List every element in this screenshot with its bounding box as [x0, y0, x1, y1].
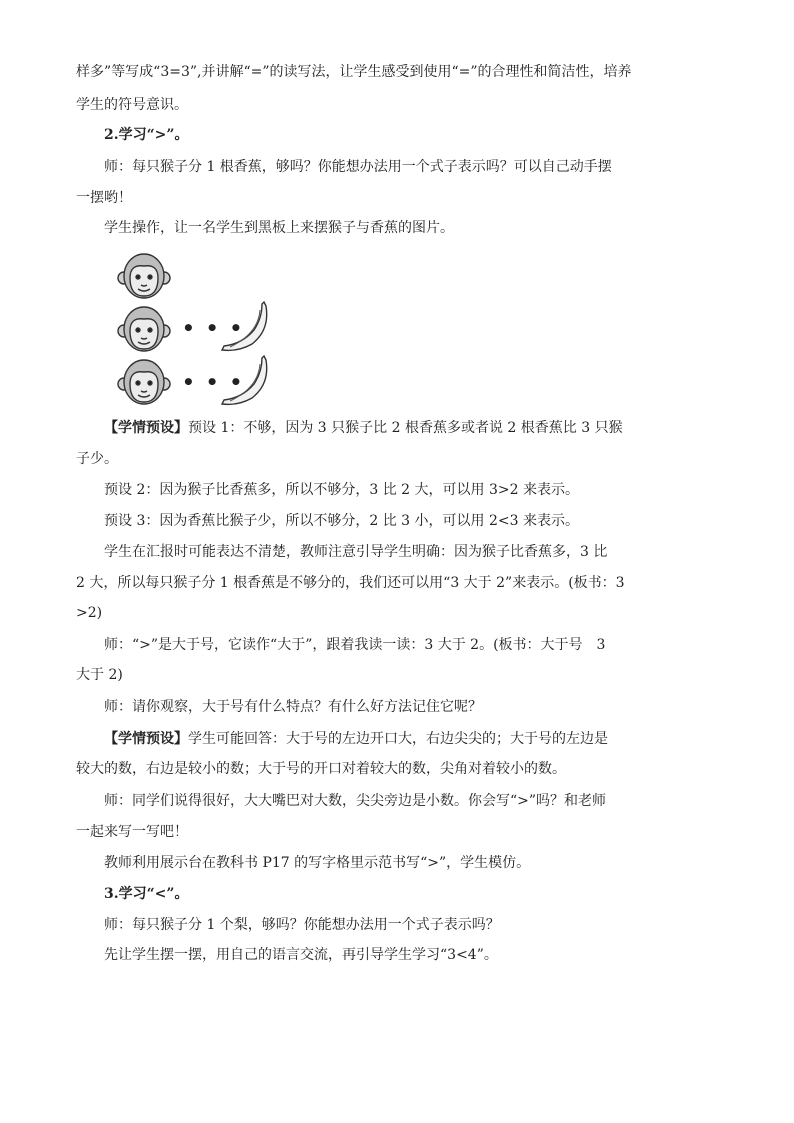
text-line: 预设 3：因为香蕉比猴子少，所以不够分，2 比 3 小，可以用 2<3 来表示。 — [104, 513, 579, 529]
learning-preset-tag: 【学情预设】 — [104, 420, 188, 436]
text-line: 师：每只猴子分 1 根香蕉，够吗？你能想办法用一个式子表示吗？可以自己动手摆 — [104, 159, 612, 175]
text-line: 一起来写一写吧！ — [76, 824, 188, 840]
text-line: 子少。 — [76, 451, 118, 467]
monkey-face-icon — [116, 250, 172, 302]
text-line: 2 大，所以每只猴子分 1 根香蕉是不够分的，我们还可以用“3 大于 2”来表示。(板书：3 — [76, 575, 625, 591]
text-line: 一摆哟！ — [76, 190, 132, 206]
text-line — [104, 731, 744, 747]
text-span: 预设 1：不够，因为 3 只猴子比 2 根香蕉多或者说 2 根香蕉比 3 只猴 — [188, 420, 623, 436]
text-line: 师：请你观察，大于号有什么特点？有什么好方法记住它呢？ — [104, 699, 482, 715]
text-span: 学生可能回答：大于号的左边开口大，右边尖尖的；大于号的左边是 — [188, 731, 608, 747]
text-line: 预设 2：因为猴子比香蕉多，所以不够分，3 比 2 大，可以用 3>2 来表示。 — [104, 482, 579, 498]
banana-icon — [218, 354, 270, 408]
text-line: 学生在汇报时可能表达不清楚，教师注意引导学生明确：因为猴子比香蕉多，3 比 — [104, 544, 608, 560]
section-heading-greater: 2.学习“>”。 — [104, 127, 189, 143]
ellipsis-dots: • • • — [182, 370, 245, 394]
text-line: 样多”等写成“3=3”,并讲解“=”的读写法，让学生感受到使用“=”的合理性和简洁性，培养 — [76, 64, 632, 80]
learning-preset-tag: 【学情预设】 — [104, 731, 188, 747]
ellipsis-dots: • • • — [182, 316, 245, 340]
banana-icon — [218, 300, 270, 354]
text-line: 教师利用展示台在教科书 P17 的写字格里示范书写“>”，学生模仿。 — [104, 855, 531, 871]
text-line: 师：“>”是大于号，它读作“大于”，跟着我读一读：3 大于 2。(板书：大于号 3 — [104, 637, 606, 653]
text-line: 师：同学们说得很好，大大嘴巴对大数，尖尖旁边是小数。你会写“>”吗？和老师 — [104, 793, 607, 809]
text-line: 先让学生摆一摆，用自己的语言交流，再引导学生学习“3<4”。 — [104, 947, 498, 963]
text-line — [104, 420, 744, 436]
text-line: 学生的符号意识。 — [76, 97, 188, 113]
text-line: 较大的数，右边是较小的数；大于号的开口对着较大的数，尖角对着较小的数。 — [76, 761, 566, 777]
text-line: >2) — [76, 605, 103, 621]
text-line: 大于 2) — [76, 667, 123, 683]
section-heading-less: 3.学习“<”。 — [104, 886, 189, 902]
text-line: 学生操作，让一名学生到黑板上来摆猴子与香蕉的图片。 — [104, 220, 454, 236]
text-line: 师：每只猴子分 1 个梨，够吗？你能想办法用一个式子表示吗？ — [104, 917, 500, 933]
monkey-face-icon — [116, 303, 172, 355]
monkey-face-icon — [116, 356, 172, 408]
